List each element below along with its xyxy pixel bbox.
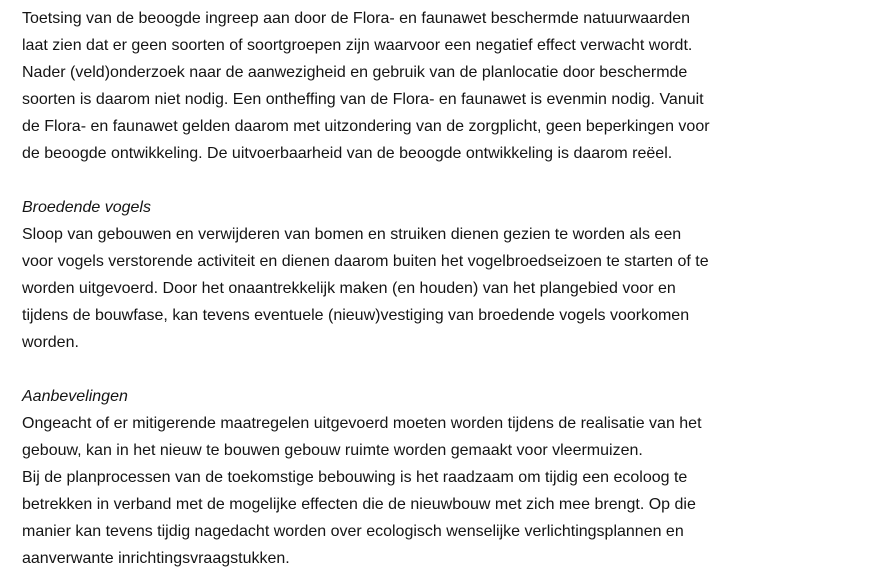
text-line: worden. — [22, 334, 79, 351]
aanbevelingen-section — [22, 383, 862, 572]
paragraph-spacer — [22, 167, 862, 194]
text-line: de beoogde ontwikkeling. De uitvoerbaarheid van de beoogde ontwikkeling is daarom reëel. — [22, 145, 673, 162]
text-line: betrekken in verband met de mogelijke effecten die de nieuwbouw met zich mee brengt. Op die — [22, 496, 696, 513]
text-line: gebouw, kan in het nieuw te bouwen gebouw ruimte worden gemaakt voor vleermuizen. — [22, 442, 643, 459]
section-heading: Aanbevelingen — [22, 388, 128, 405]
text-line: tijdens de bouwfase, kan tevens eventuele (nieuw)vestiging van broedende vogels voorkomen — [22, 307, 690, 324]
text-line: Sloop van gebouwen en verwijderen van bomen en struiken dienen gezien te worden als een — [22, 226, 682, 243]
text-line: manier kan tevens tijdig nagedacht worden over ecologisch wenselijke verlichtingsplannen en — [22, 523, 684, 540]
text-line: Nader (veld)onderzoek naar de aanwezigheid en gebruik van de planlocatie door beschermde — [22, 64, 688, 81]
document-body — [22, 5, 862, 572]
broedende-vogels-section — [22, 194, 862, 356]
text-line: soorten is daarom niet nodig. Een ontheffing van de Flora- en faunawet is evenmin nodig. Vanuit — [22, 91, 704, 108]
text-line: voor vogels verstorende activiteit en dienen daarom buiten het vogelbroedseizoen te starten of te — [22, 253, 709, 270]
intro-paragraph — [22, 5, 862, 167]
text-line: Toetsing van de beoogde ingreep aan door de Flora- en faunawet beschermde natuurwaarden — [22, 10, 691, 27]
section-heading: Broedende vogels — [22, 199, 151, 216]
text-line: Ongeacht of er mitigerende maatregelen uitgevoerd moeten worden tijdens de realisatie van het — [22, 415, 702, 432]
text-line: worden uitgevoerd. Door het onaantrekkelijk maken (en houden) van het plangebied voor en — [22, 280, 676, 297]
text-line: Bij de planprocessen van de toekomstige bebouwing is het raadzaam om tijdig een ecoloog te — [22, 469, 688, 486]
text-line: de Flora- en faunawet gelden daarom met uitzondering van de zorgplicht, geen beperkingen voor — [22, 118, 710, 135]
text-line: aanverwante inrichtingsvraagstukken. — [22, 550, 290, 567]
paragraph-spacer — [22, 356, 862, 383]
text-line: laat zien dat er geen soorten of soortgroepen zijn waarvoor een negatief effect verwacht wordt. — [22, 37, 693, 54]
